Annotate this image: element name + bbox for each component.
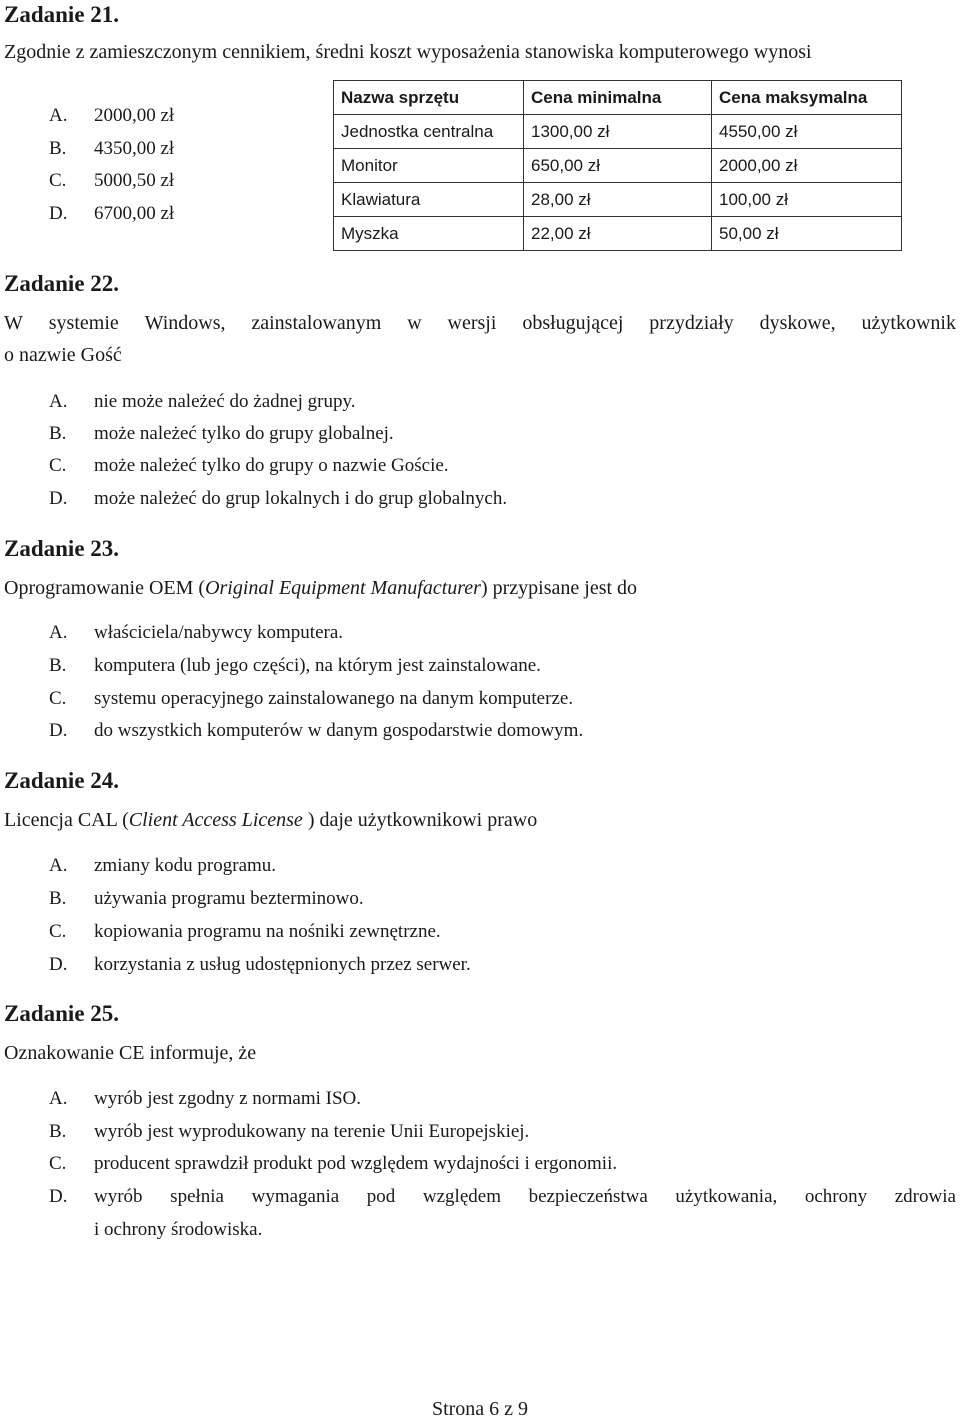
option-letter: A.	[49, 105, 68, 126]
stem-text: ) przypisane jest do	[480, 577, 638, 599]
option-letter: C.	[49, 1153, 67, 1174]
option-letter: C.	[49, 921, 67, 942]
option-text: właściciela/nabywcy komputera.	[94, 622, 344, 643]
option-text: zmiany kodu programu.	[94, 855, 277, 876]
option-text: 5000,50 zł	[94, 170, 175, 191]
option-text: wyrób jest wyprodukowany na terenie Unii Europejskiej.	[94, 1121, 530, 1142]
option-letter: D.	[49, 488, 68, 509]
option-text: systemu operacyjnego zainstalowanego na danym komputerze.	[94, 688, 574, 709]
word: wymagania	[251, 1186, 340, 1207]
stem-text: Oprogramowanie OEM (	[4, 577, 206, 599]
stem-text: ) daje użytkownikowi prawo	[302, 809, 538, 831]
q21-stem: Zgodnie z zamieszczonym cennikiem, średni koszt wyposażenia stanowiska komputerowego wynosi	[4, 41, 812, 63]
option-text: używania programu bezterminowo.	[94, 888, 364, 909]
option-text: może należeć tylko do grupy globalnej.	[94, 423, 394, 444]
option-text: korzystania z usług udostępnionych przez serwer.	[94, 954, 471, 975]
q24-heading: Zadanie 24.	[4, 768, 120, 793]
word: zdrowia	[894, 1186, 956, 1207]
word: ochrony	[804, 1186, 868, 1207]
table-cell: 28,00 zł	[524, 183, 712, 217]
q24-stem	[4, 809, 537, 832]
option-text: komputera (lub jego części), na którym jest zainstalowane.	[94, 655, 541, 676]
stem-text: Licencja CAL (	[4, 809, 129, 831]
word: przydziały	[649, 312, 734, 334]
option-letter: D.	[49, 954, 68, 975]
table-cell: Klawiatura	[334, 183, 524, 217]
word: względem	[422, 1186, 501, 1207]
word: systemie	[48, 312, 119, 334]
option-text: do wszystkich komputerów w danym gospodarstwie domowym.	[94, 720, 584, 741]
option-letter: B.	[49, 138, 67, 159]
table-cell: 1300,00 zł	[524, 115, 712, 149]
option-text: 6700,00 zł	[94, 203, 175, 224]
option-letter: D.	[49, 203, 68, 224]
word: wyrób	[94, 1186, 143, 1207]
q23-stem	[4, 577, 637, 600]
option-letter: A.	[49, 622, 68, 643]
word: obsługującej	[522, 312, 624, 334]
option-text: 4350,00 zł	[94, 138, 175, 159]
q22-stem-line1	[4, 312, 956, 335]
option-text: wyrób jest zgodny z normami ISO.	[94, 1088, 362, 1109]
word: użytkownik	[861, 312, 956, 334]
option-text: kopiowania programu na nośniki zewnętrzne.	[94, 921, 441, 942]
option-text: może należeć do grup lokalnych i do grup globalnych.	[94, 488, 508, 509]
option-letter: B.	[49, 423, 67, 444]
table-header-cell: Cena maksymalna	[712, 81, 902, 115]
q22-stem-line2: o nazwie Gość	[4, 344, 122, 366]
option-letter: A.	[49, 391, 68, 412]
table-cell: 650,00 zł	[524, 149, 712, 183]
option-text: producent sprawdził produkt pod względem wydajności i ergonomii.	[94, 1153, 618, 1174]
option-letter: B.	[49, 888, 67, 909]
table-header-cell: Nazwa sprzętu	[334, 81, 524, 115]
option-text: i ochrony środowiska.	[94, 1219, 263, 1240]
option-text	[94, 1186, 956, 1208]
table-row	[334, 149, 902, 183]
q23-heading: Zadanie 23.	[4, 536, 120, 561]
q25-stem: Oznakowanie CE informuje, że	[4, 1042, 257, 1064]
option-letter: A.	[49, 855, 68, 876]
table-cell: 22,00 zł	[524, 217, 712, 251]
price-table	[333, 80, 902, 251]
word: pod	[366, 1186, 396, 1207]
stem-italic-term: Client Access License	[128, 809, 303, 831]
option-letter: D.	[49, 720, 68, 741]
option-letter: A.	[49, 1088, 68, 1109]
option-letter: D.	[49, 1186, 68, 1207]
word: zainstalowanym	[251, 312, 382, 334]
option-letter: C.	[49, 170, 67, 191]
option-letter: C.	[49, 455, 67, 476]
option-letter: C.	[49, 688, 67, 709]
word: w	[407, 312, 422, 334]
table-row	[334, 115, 902, 149]
table-cell: 50,00 zł	[712, 217, 902, 251]
table-header-row	[334, 81, 902, 115]
table-cell: 4550,00 zł	[712, 115, 902, 149]
option-text: może należeć tylko do grupy o nazwie Goście.	[94, 455, 449, 476]
word: Windows,	[144, 312, 226, 334]
word: bezpieczeństwa	[528, 1186, 648, 1207]
q22-heading: Zadanie 22.	[4, 271, 120, 296]
table-cell: 2000,00 zł	[712, 149, 902, 183]
word: dyskowe,	[759, 312, 836, 334]
word: W	[4, 312, 23, 334]
option-text: nie może należeć do żadnej grupy.	[94, 391, 356, 412]
table-row	[334, 217, 902, 251]
table-row	[334, 183, 902, 217]
table-cell: Jednostka centralna	[334, 115, 524, 149]
table-cell: Myszka	[334, 217, 524, 251]
option-letter: B.	[49, 655, 67, 676]
page-number: Strona 6 z 9	[431, 1398, 529, 1420]
word: użytkowania,	[675, 1186, 778, 1207]
option-letter: B.	[49, 1121, 67, 1142]
word: spełnia	[170, 1186, 224, 1207]
stem-italic-term: Original Equipment Manufacturer	[205, 577, 481, 599]
option-text: 2000,00 zł	[94, 105, 175, 126]
table-cell: 100,00 zł	[712, 183, 902, 217]
q25-heading: Zadanie 25.	[4, 1001, 120, 1026]
table-cell: Monitor	[334, 149, 524, 183]
table-header-cell: Cena minimalna	[524, 81, 712, 115]
word: wersji	[447, 312, 497, 334]
q21-heading: Zadanie 21.	[4, 2, 120, 27]
